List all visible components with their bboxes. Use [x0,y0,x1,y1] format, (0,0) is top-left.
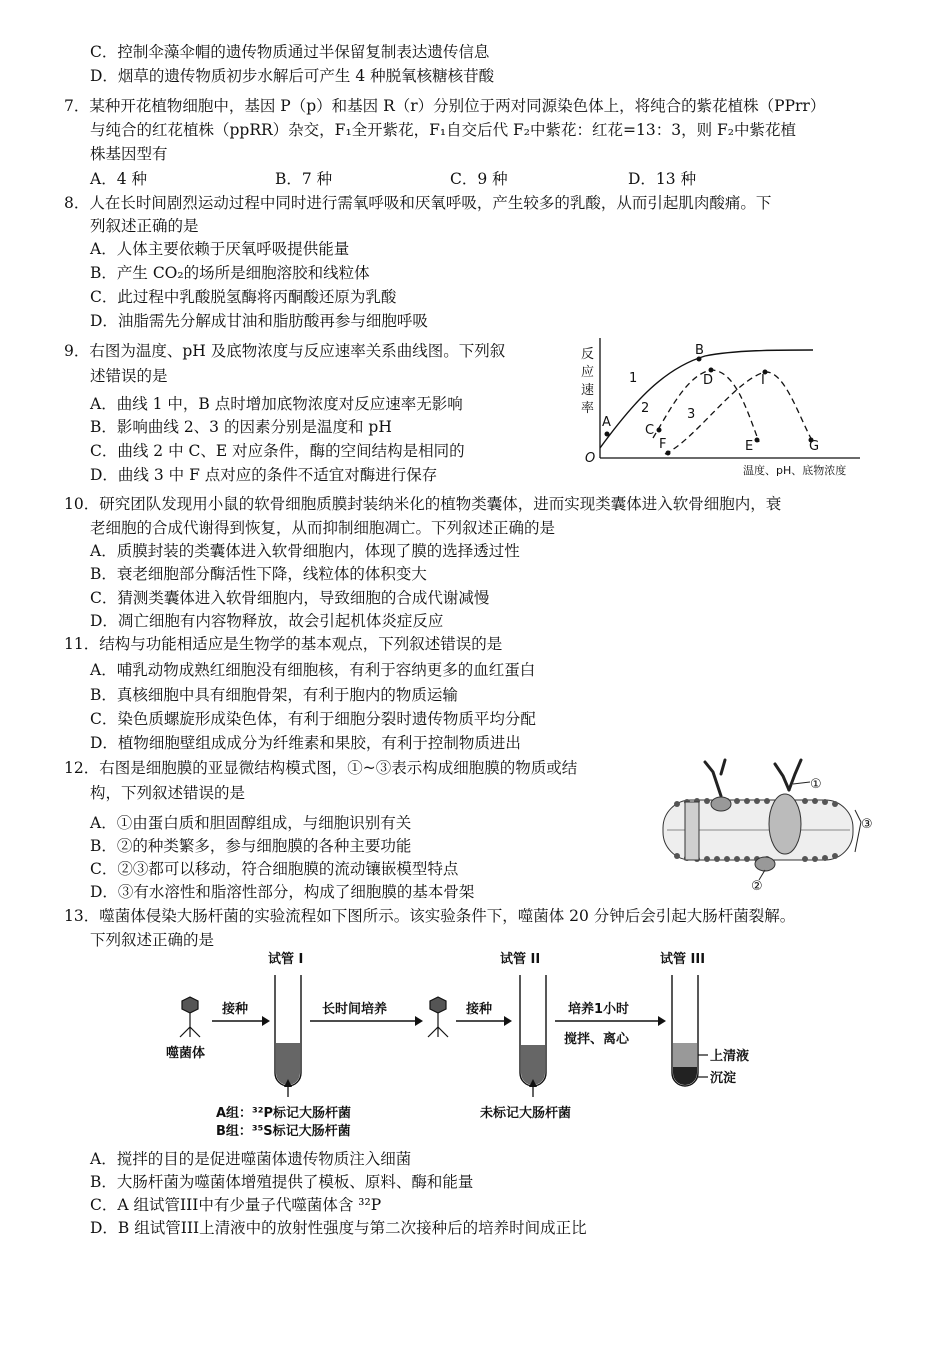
glycocalyx [705,760,801,796]
peripheral-protein-bottom [755,857,775,871]
point-b-label: B [695,343,704,358]
point-a-dot [605,432,610,437]
inoculate-2-label: 接种 [466,1002,493,1017]
q8-option-d: D．油脂需先分解成甘油和脂肪酸再参与细胞呼吸 [90,312,428,330]
cell-membrane-diagram [655,752,885,892]
q6-option-d: D．烟草的遗传物质初步水解后可产生 4 种脱氧核糖核苷酸 [90,67,495,85]
test-tube-2 [520,975,546,1086]
curve-label-3: 3 [687,407,696,422]
q7-stem-1: 7．某种开花植物细胞中，基因 P（p）和基因 R（r）分别位于两对同源染色体上，将纯合的紫花植株（PPrr） [64,97,826,115]
inoculate-1-label: 接种 [222,1002,249,1017]
q8-stem-1: 8．人在长时间剧烈运动过程中同时进行需氧呼吸和厌氧呼吸，产生较多的乳酸，从而引起肌肉酸痛。下 [64,194,772,212]
test-tube-3 [672,975,698,1086]
q9-option-a: A．曲线 1 中，B 点时增加底物浓度对反应速率无影响 [90,395,463,413]
chart-ylabel-2: 应 [581,365,595,380]
point-g-label: G [809,439,820,454]
supernatant-label: 上清液 [710,1049,750,1064]
point-c-label: C [645,423,655,438]
q13-stem-2: 下列叙述正确的是 [90,931,215,949]
q7-stem-2: 与纯合的红花植株（ppRR）杂交，F₁全开紫花，F₁自交后代 F₂中紫花：红花=13：3，则 F₂中紫花植 [90,121,796,139]
group-b-label: B组：³⁵S标记大肠杆菌 [216,1124,351,1139]
q10-option-c: C．猜测类囊体进入软骨细胞内，导致细胞的合成代谢减慢 [90,589,490,607]
long-culture-label: 长时间培养 [322,1002,388,1017]
q9-option-d: D．曲线 3 中 F 点对应的条件不适宜对酶进行保存 [90,466,438,484]
q10-stem-1: 10．研究团队发现用小鼠的软骨细胞质膜封装纳米化的植物类囊体，进而实现类囊体进入软骨细胞内，衰 [64,495,782,513]
q7-option-b: B．7 种 [275,170,333,188]
q9-option-b: B．影响曲线 2、3 的因素分别是温度和 pH [90,418,392,436]
chart-ylabel-3: 速 [581,383,595,398]
peripheral-protein-top [711,797,731,811]
q13-stem-1: 13．噬菌体侵染大肠杆菌的实验流程如下图所示。该实验条件下，噬菌体 20 分钟后会引起大肠杆菌裂解。 [64,907,796,925]
membrane-label-1: ① [810,777,822,792]
q12-stem-1: 12．右图是细胞膜的亚显微结构模式图，①~③表示构成细胞膜的物质或结 [64,759,578,777]
q9-option-c: C．曲线 2 中 C、E 对应条件，酶的空间结构是相同的 [90,442,465,460]
q6-option-c: C．控制伞藻伞帽的遗传物质通过半保留复制表达遗传信息 [90,43,490,61]
q7-stem-3: 株基因型有 [90,145,168,163]
curve-1 [600,350,813,448]
q12-option-c: C．②③都可以移动，符合细胞膜的流动镶嵌模型特点 [90,860,459,878]
curve-label-1: 1 [629,371,638,386]
q13-option-d: D．B 组试管III上清液中的放射性强度与第二次接种后的培养时间成正比 [90,1219,587,1237]
point-e-label: E [745,439,754,454]
arrow-head-1 [262,1016,270,1026]
q12-option-a: A．①由蛋白质和胆固醇组成，与细胞识别有关 [90,814,412,832]
q11-option-b: B．真核细胞中具有细胞骨架，有利于胞内的物质运输 [90,686,458,704]
q9-stem-2: 述错误的是 [90,367,168,385]
arrow-head-4 [658,1016,666,1026]
q8-option-b: B．产生 CO₂的场所是细胞溶胶和线粒体 [90,264,370,282]
test-tube-1 [275,975,301,1086]
point-d-dot [709,368,714,373]
q12-option-b: B．②的种类繁多，参与细胞膜的各种主要功能 [90,837,412,855]
q8-stem-2: 列叙述正确的是 [90,217,199,235]
point-c-dot [657,428,662,433]
membrane-label-2: ② [751,879,763,892]
chart-ylabel-4: 率 [581,401,595,416]
channel-protein [685,802,699,860]
q8-option-a: A．人体主要依赖于厌氧呼吸提供能量 [90,240,350,258]
q7-option-d: D．13 种 [628,170,697,188]
q11-option-d: D．植物细胞壁组成成分为纤维素和果胶，有利于控制物质进出 [90,734,521,752]
q13-option-a: A．搅拌的目的是促进噬菌体遗传物质注入细菌 [90,1150,412,1168]
point-d-label: D [703,373,714,388]
q10-option-b: B．衰老细胞部分酶活性下降，线粒体的体积变大 [90,565,427,583]
q7-option-c: C．9 种 [450,170,508,188]
transmembrane-protein [769,794,801,854]
tube1-label: 试管 I [268,952,304,967]
arrow-head-2 [415,1016,423,1026]
phage-icon-2 [428,997,448,1037]
precipitate-label: 沉淀 [710,1071,737,1086]
q13-option-c: C．A 组试管III中有少量子代噬菌体含 ³²P [90,1196,382,1214]
phage-label: 噬菌体 [166,1046,206,1061]
tube2-label: 试管 II [500,952,541,967]
stir-label: 搅拌、离心 [564,1032,630,1047]
chart-xlabel: 温度、pH、底物浓度 [743,464,847,477]
q11-option-c: C．染色质螺旋形成染色体，有利于细胞分裂时遗传物质平均分配 [90,710,536,728]
q13-option-b: B．大肠杆菌为噬菌体增殖提供了模板、原料、酶和能量 [90,1173,474,1191]
membrane-label-3: ③ [861,817,873,832]
q8-option-c: C．此过程中乳酸脱氢酶将丙酮酸还原为乳酸 [90,288,397,306]
q9-stem-1: 9．右图为温度、pH 及底物浓度与反应速率关系曲线图。下列叙 [64,342,506,360]
q11-stem-1: 11．结构与功能相适应是生物学的基本观点，下列叙述错误的是 [64,635,503,653]
culture-1h-label: 培养1小时 [568,1002,630,1017]
curve-label-2: 2 [641,401,650,416]
point-f-label: F [659,437,667,452]
q12-option-d: D．③有水溶性和脂溶性部分，构成了细胞膜的基本骨架 [90,883,475,901]
group-a-label: A组：³²P标记大肠杆菌 [216,1106,351,1121]
tube3-label: 试管 III [660,952,706,967]
q10-stem-2: 老细胞的合成代谢得到恢复，从而抑制细胞凋亡。下列叙述正确的是 [90,519,556,537]
q7-option-a: A．4 种 [90,170,147,188]
q10-option-d: D．凋亡细胞有内容物释放，故会引起机体炎症反应 [90,612,444,630]
point-i-label: I [761,373,765,388]
point-e-dot [755,438,760,443]
unlabeled-label: 未标记大肠杆菌 [480,1106,572,1121]
phage-icon [180,997,200,1037]
phage-experiment-diagram [160,945,800,1145]
point-a-label: A [602,415,611,430]
q12-stem-2: 构，下列叙述错误的是 [90,784,246,802]
chart-origin: O [585,451,596,466]
arrow-head-3 [504,1016,512,1026]
q9-rate-chart [575,330,875,480]
chart-ylabel-1: 反 [581,347,595,362]
q10-option-a: A．质膜封装的类囊体进入软骨细胞内，体现了膜的选择透过性 [90,542,520,560]
q11-option-a: A．哺乳动物成熟红细胞没有细胞核，有利于容纳更多的血红蛋白 [90,661,536,679]
